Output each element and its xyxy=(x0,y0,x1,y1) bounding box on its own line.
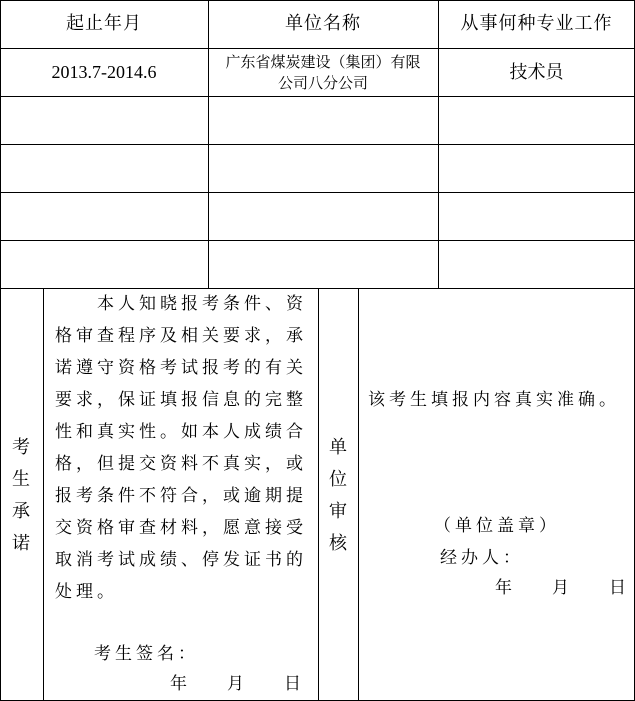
candidate-commitment-line-8: 交资格审查材料，愿意接受 xyxy=(55,518,307,538)
candidate-commitment-line-2: 格审查程序及相关要求，承 xyxy=(55,326,307,346)
review-label-divider xyxy=(358,288,359,701)
row-1-profession: 技术员 xyxy=(509,62,564,83)
candidate-commitment-line-1: 本人知晓报考条件、资 xyxy=(55,294,307,314)
unit-review-label: 单 位 审 核 xyxy=(329,437,347,554)
row-1-unit-line-1: 广东省煤炭建设（集团）有限 xyxy=(225,53,421,71)
candidate-date: 年 月 日 xyxy=(170,674,303,694)
candidate-commitment-line-9: 取消考试成绩、停发证书的 xyxy=(55,550,307,570)
unit-handler: 经办人： xyxy=(440,548,524,568)
header-period: 起止年月 xyxy=(66,13,142,34)
header-unit: 单位名称 xyxy=(285,13,361,34)
candidate-commitment-line-7: 报考条件不符合，或逾期提 xyxy=(55,486,307,506)
border-top xyxy=(0,0,635,1)
row-divider-3 xyxy=(0,144,635,145)
candidate-commitment-line-5: 性和真实性。如本人成绩合 xyxy=(55,422,307,442)
candidate-signature: 考生签名： xyxy=(94,644,199,664)
row-divider-4 xyxy=(0,192,635,193)
row-1-period: 2013.7-2014.6 xyxy=(51,62,157,82)
row-divider-1 xyxy=(0,48,635,49)
candidate-commitment-line-4: 要求，保证填报信息的完整 xyxy=(55,390,307,410)
candidate-commitment-label: 考 生 承 诺 xyxy=(12,437,30,554)
header-profession: 从事何种专业工作 xyxy=(460,13,613,34)
candidate-label-divider xyxy=(43,288,44,701)
border-left xyxy=(0,0,1,701)
candidate-review-divider xyxy=(318,288,319,701)
row-divider-5 xyxy=(0,240,635,241)
work-history-column-divider-1 xyxy=(208,0,209,288)
candidate-commitment-line-6: 格，但提交资料不真实，或 xyxy=(55,454,307,474)
candidate-commitment-line-3: 诺遵守资格考试报考的有关 xyxy=(55,358,307,378)
unit-seal: （单位盖章） xyxy=(434,516,560,536)
unit-review-statement: 该考生填报内容真实准确。 xyxy=(368,390,620,410)
candidate-commitment-line-10: 处理。 xyxy=(55,582,118,602)
row-divider-2 xyxy=(0,96,635,97)
row-1-unit-line-2: 公司八分公司 xyxy=(277,74,368,92)
unit-review-date: 年 月 日 xyxy=(495,578,628,598)
work-history-column-divider-2 xyxy=(438,0,439,288)
